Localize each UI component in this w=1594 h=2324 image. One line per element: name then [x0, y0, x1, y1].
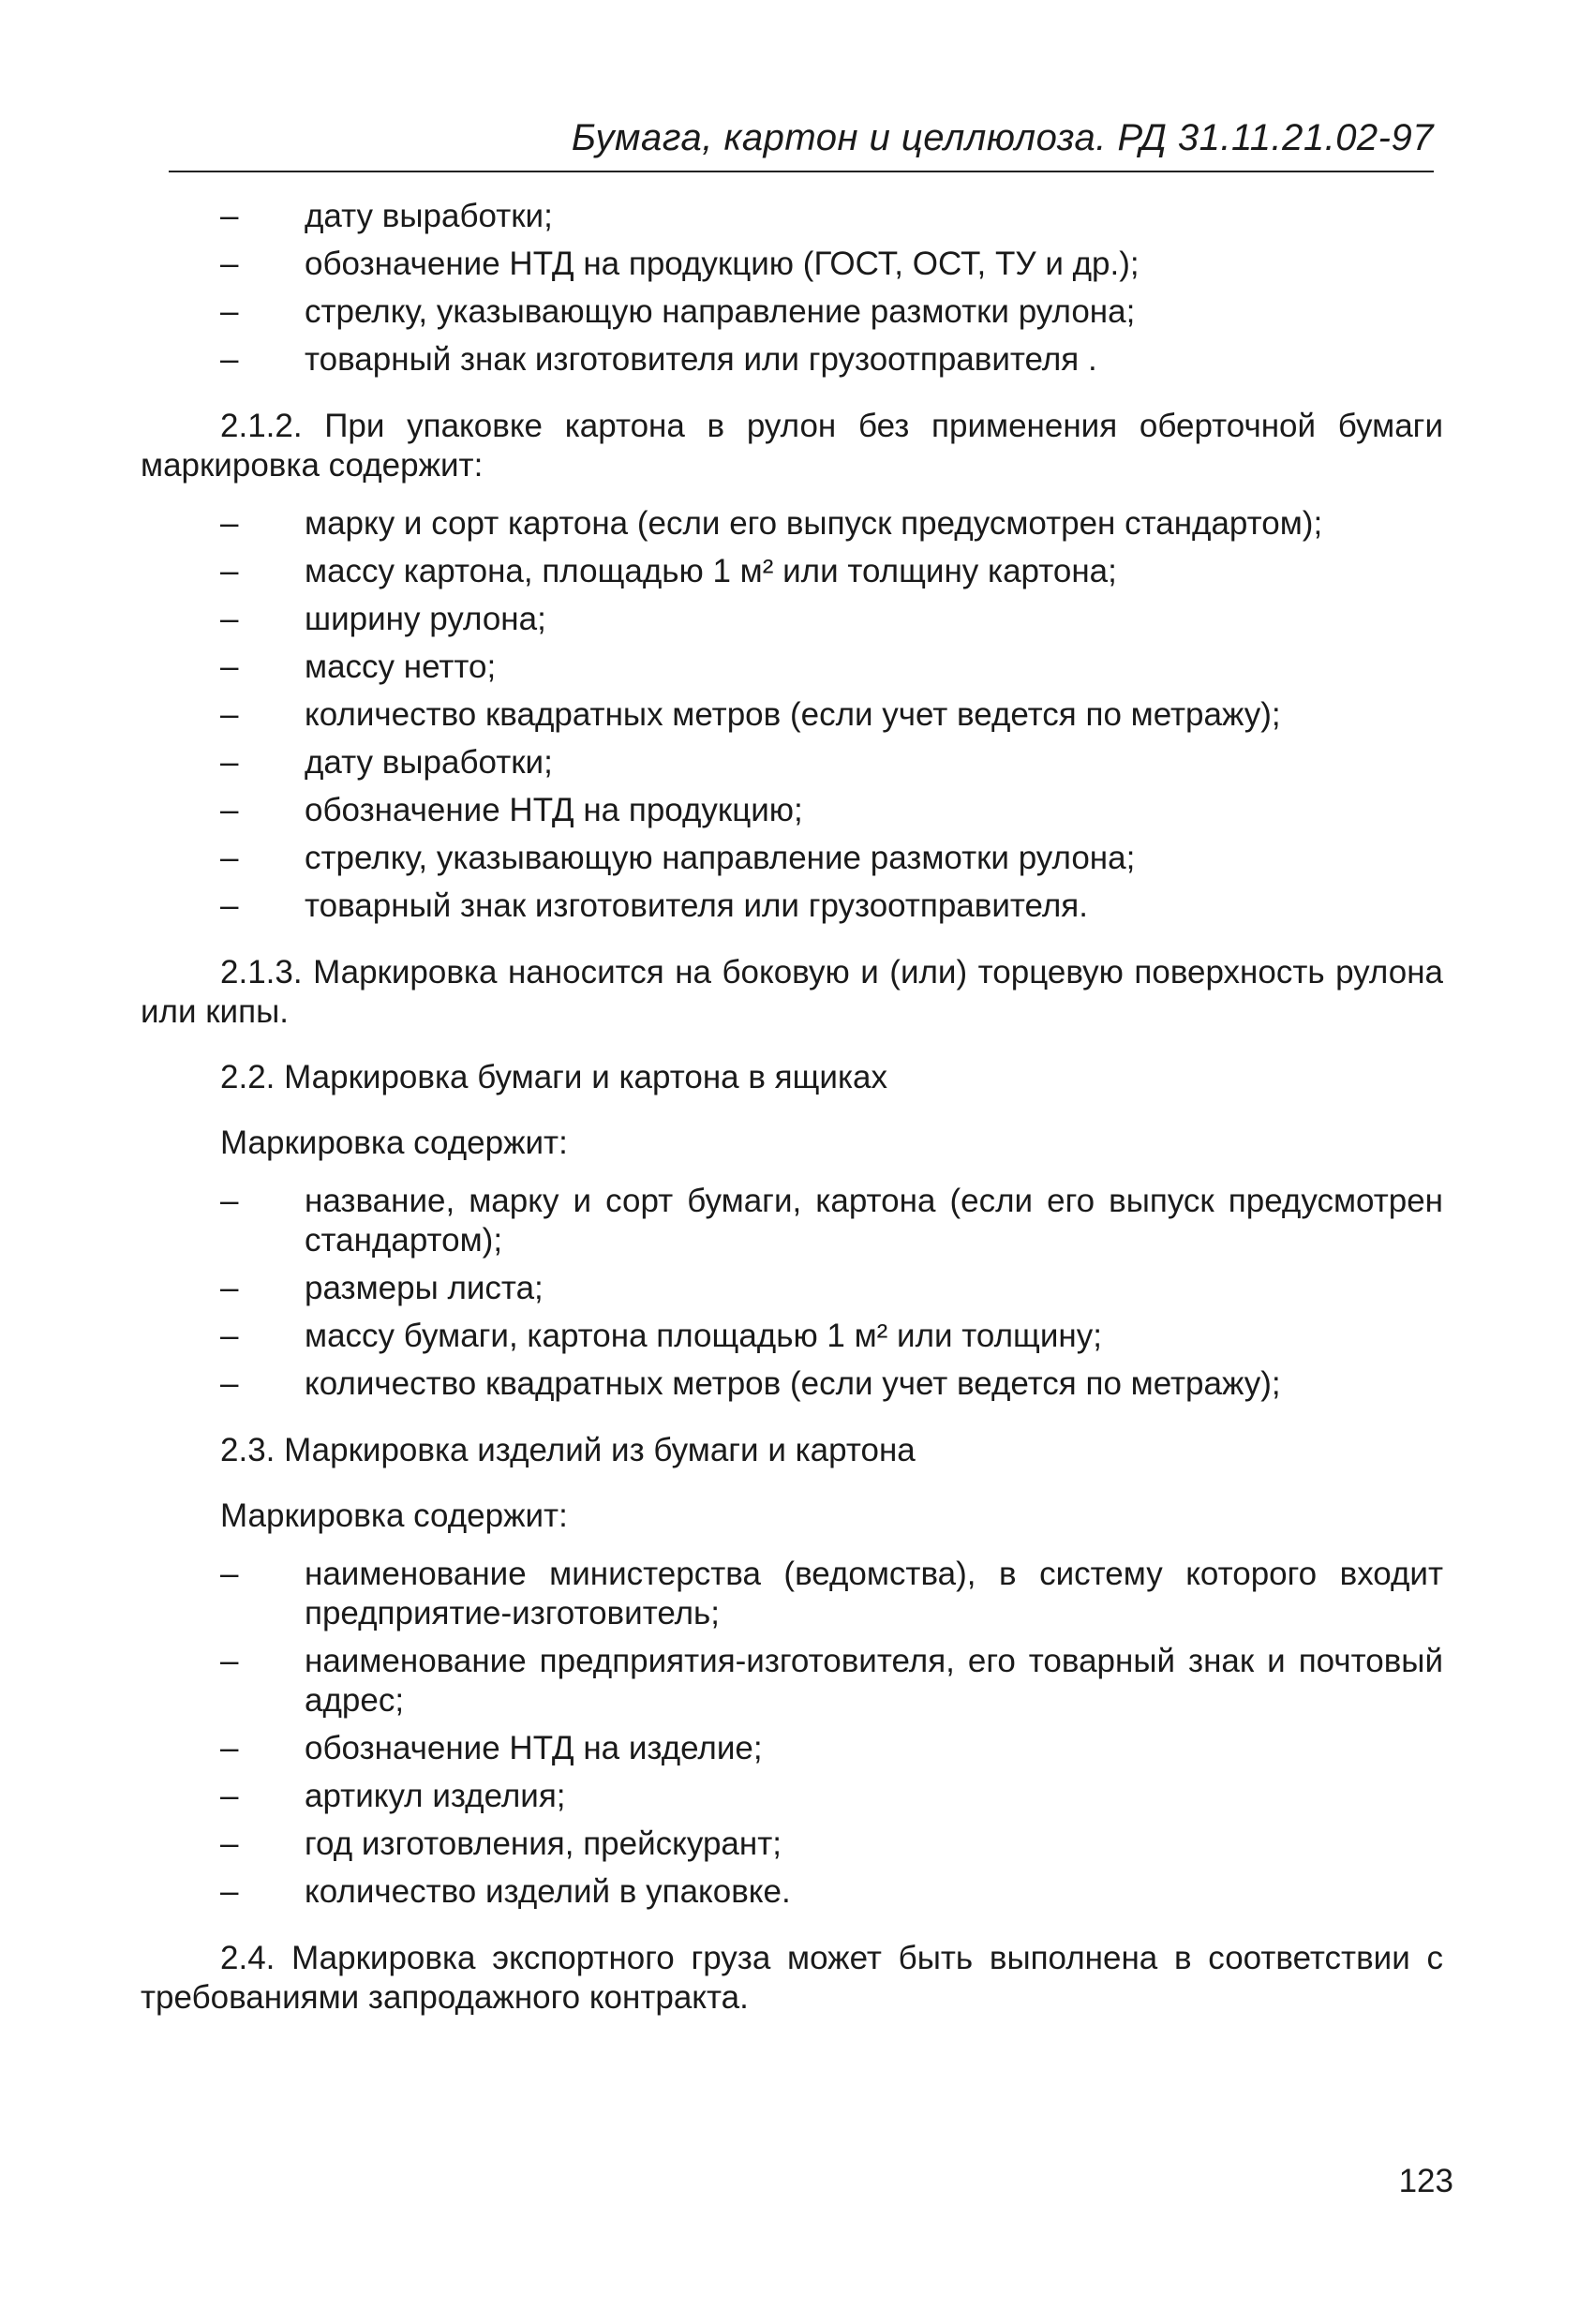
- list-dash: –: [220, 341, 239, 378]
- list-item: – массу нетто;: [220, 648, 497, 685]
- list-item: – артикул изделия;: [220, 1778, 566, 1814]
- list-2-3: [141, 1555, 1443, 1912]
- list-item: – количество квадратных метров (если учет ведется по метражу);: [220, 1365, 1281, 1402]
- list-item: – товарный знак изготовителя или грузоотправителя.: [220, 887, 1088, 924]
- list-item: – дату выработки;: [220, 198, 553, 234]
- list-dash: –: [220, 887, 239, 924]
- list-item: – стрелку, указывающую направление размотки рулона;: [220, 293, 1136, 330]
- list-dash: –: [220, 648, 239, 685]
- list-dash: –: [220, 601, 239, 637]
- list-dash: –: [220, 840, 239, 876]
- list-item: – дату выработки;: [220, 744, 553, 781]
- list-dash: –: [220, 1365, 239, 1402]
- list-dash: –: [220, 1825, 239, 1862]
- document-page: [141, 103, 1452, 2258]
- list-2-2: [141, 1182, 1443, 1404]
- paragraph-2-1-2: 2.1.2. При упаковке картона в рулон без применения оберточной бумаги маркировка содержит:: [141, 408, 1443, 484]
- subheading-2-2: Маркировка содержит:: [220, 1125, 568, 1161]
- list-item: – массу картона, площадью 1 м² или толщину картона;: [220, 553, 1117, 589]
- list-item: – количество квадратных метров (если учет ведется по метражу);: [220, 696, 1281, 733]
- header-rule: [169, 171, 1434, 172]
- list-dash: –: [220, 1556, 239, 1592]
- list-item: – наименование предприятия-изготовителя, его товарный знак и почтовый адрес;: [220, 1643, 1443, 1719]
- paragraph-2-4: 2.4. Маркировка экспортного груза может быть выполнена в соответствии с требованиями запродажного контракта.: [141, 1940, 1443, 2016]
- list-dash: –: [220, 198, 239, 234]
- list-item: – название, марку и сорт бумаги, картона (если его выпуск предусмотрен стандартом);: [220, 1183, 1443, 1259]
- list-item: – размеры листа;: [220, 1270, 544, 1306]
- list-dash: –: [220, 553, 239, 589]
- list-item: – товарный знак изготовителя или грузоотправителя .: [220, 341, 1097, 378]
- list-dash: –: [220, 1270, 239, 1306]
- list-item: – обозначение НТД на продукцию (ГОСТ, ОСТ, ТУ и др.);: [220, 246, 1140, 282]
- list-dash: –: [220, 1318, 239, 1354]
- list-item: – обозначение НТД на продукцию;: [220, 792, 803, 828]
- page-content: [141, 197, 1443, 2018]
- list-dash: –: [220, 792, 239, 828]
- list-2-1-2: [141, 504, 1443, 926]
- heading-2-3: 2.3. Маркировка изделий из бумаги и картона: [220, 1432, 916, 1468]
- list-dash: –: [220, 1643, 239, 1679]
- list-dash: –: [220, 246, 239, 282]
- list-dash: –: [220, 1778, 239, 1814]
- heading-2-2: 2.2. Маркировка бумаги и картона в ящиках: [220, 1059, 887, 1095]
- list-intro: [141, 197, 1443, 380]
- list-item: – ширину рулона;: [220, 601, 546, 637]
- list-item: – год изготовления, прейскурант;: [220, 1825, 782, 1862]
- subheading-2-3: Маркировка содержит:: [220, 1497, 568, 1534]
- list-item: – наименование министерства (ведомства), в систему которого входит предприятие-изготовитель;: [220, 1556, 1443, 1631]
- page-number: 123: [1398, 2163, 1453, 2199]
- list-dash: –: [220, 1873, 239, 1910]
- list-dash: –: [220, 293, 239, 330]
- list-dash: –: [220, 1730, 239, 1766]
- running-header: Бумага, картон и целлюлоза. РД 31.11.21.02-97: [571, 117, 1434, 158]
- list-dash: –: [220, 505, 239, 542]
- list-item: – обозначение НТД на изделие;: [220, 1730, 763, 1766]
- list-item: – массу бумаги, картона площадью 1 м² или толщину;: [220, 1318, 1102, 1354]
- list-item: – стрелку, указывающую направление размотки рулона;: [220, 840, 1136, 876]
- list-dash: –: [220, 696, 239, 733]
- list-item: – марку и сорт картона (если его выпуск предусмотрен стандартом);: [220, 505, 1323, 542]
- list-item: – количество изделий в упаковке.: [220, 1873, 791, 1910]
- list-dash: –: [220, 744, 239, 781]
- list-dash: –: [220, 1183, 239, 1219]
- paragraph-2-1-3: 2.1.3. Маркировка наносится на боковую и (или) торцевую поверхность рулона или кипы.: [141, 954, 1443, 1030]
